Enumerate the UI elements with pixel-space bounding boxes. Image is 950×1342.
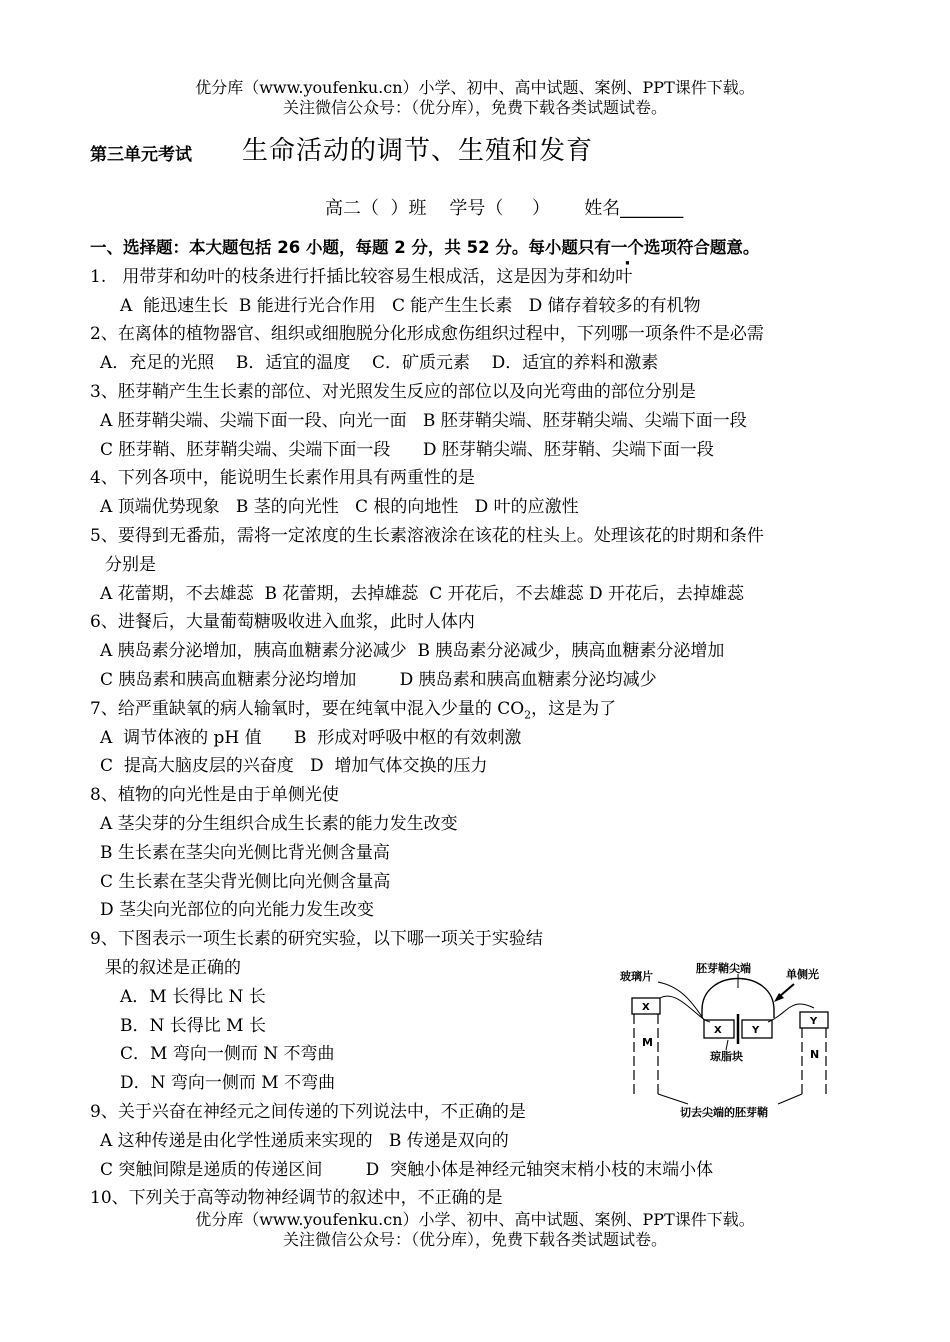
question-4: 4、下列各项中，能说明生长素作用具有两重性的是 xyxy=(90,468,475,489)
question-6-options-1: A 胰岛素分泌增加，胰高血糖素分泌减少 B 胰岛素分泌减少，胰高血糖素分泌增加 xyxy=(100,641,725,662)
question-9b-options-2: C 突触间隙是递质的传递区间 D 突触小体是神经元轴突末梢小枝的末端小体 xyxy=(100,1159,714,1180)
question-10: 10、下列关于高等动物神经调节的叙述中，不正确的是 xyxy=(90,1188,503,1209)
block-label-y-on-n: Y xyxy=(810,1016,818,1027)
question-9-option-a: A．M 长得比 N 长 xyxy=(120,986,266,1007)
label-tip: 胚芽鞘尖端 xyxy=(696,962,751,975)
question-8: 8、植物的向光性是由于单侧光使 xyxy=(90,785,339,806)
light-arrow-icon xyxy=(774,984,794,1002)
header-line-1: 优分库（www.youfenku.cn）小学、初中、高中试题、案例、PPT课件下载。 xyxy=(195,78,755,97)
page-title: 生命活动的调节、生殖和发育 xyxy=(242,136,594,166)
question-9-option-c: C．M 弯向一侧而 N 不弯曲 xyxy=(120,1044,335,1065)
question-1: 1. 用带芽和幼叶的枝条进行扦插比较容易生根成活，这是因为芽和幼叶 xyxy=(90,266,633,287)
question-5-options: A 花蕾期，不去雄蕊 B 花蕾期，去掉雄蕊 C 开花后，不去雄蕊 D 开花后，去掉雄蕊 xyxy=(100,583,745,604)
label-glass: 玻璃片 xyxy=(620,970,653,983)
title-row xyxy=(90,130,890,170)
question-9-option-d: D．N 弯向一侧而 M 不弯曲 xyxy=(120,1073,336,1094)
page-footer xyxy=(0,1210,950,1250)
section-heading xyxy=(90,234,890,263)
section-heading-emphasis: 一个 xyxy=(610,238,644,257)
question-7-text-a: 7、给严重缺氧的病人输氧时，要在纯氧中混入少量的 CO xyxy=(90,698,525,719)
question-3: 3、胚芽鞘产生生长素的部位、对光照发生反应的部位以及向光弯曲的部位分别是 xyxy=(90,381,696,402)
question-5: 5、要得到无番茄，需将一定浓度的生长素溶液涂在该花的柱头上。处理该花的时期和条件 xyxy=(90,525,764,546)
label-cut-coleoptile: 切去尖端的胚芽鞘 xyxy=(680,1106,768,1118)
question-7-options-1: A 调节体液的 pH 值 B 形成对呼吸中枢的有效刺激 xyxy=(100,727,522,748)
question-8-option-b: B 生长素在茎尖向光侧比背光侧含量高 xyxy=(100,842,390,863)
co2-subscript: 2 xyxy=(524,708,532,722)
footer-line-2: 关注微信公众号：（优分库），免费下载各类试题试卷。 xyxy=(282,1230,667,1249)
question-9: 9、下图表示一项生长素的研究实验，以下哪一项关于实验结 xyxy=(90,929,543,950)
footer-line-1: 优分库（www.youfenku.cn）小学、初中、高中试题、案例、PPT课件下载。 xyxy=(195,1210,755,1229)
question-7-options-2: C 提高大脑皮层的兴奋度 D 增加气体交换的压力 xyxy=(100,756,488,777)
label-m: M xyxy=(642,1036,653,1049)
section-heading-part-b: 选项符合题意。 xyxy=(643,238,760,257)
question-1-options: A 能迅速生长 B 能进行光合作用 C 能产生生长素 D 储存着较多的有机物 xyxy=(120,295,701,316)
question-3-options-1: A 胚芽鞘尖端、尖端下面一段、向光一面 B 胚芽鞘尖端、胚芽鞘尖端、尖端下面一段 xyxy=(100,410,747,431)
student-info-line: 高二（ ）班 学号（ ） 姓名_______ xyxy=(325,198,684,219)
question-7 xyxy=(90,695,890,724)
question-9-continued: 果的叙述是正确的 xyxy=(105,957,241,978)
question-8-option-d: D 茎尖向光部位的向光能力发生改变 xyxy=(100,900,375,921)
question-4-options: A 顶端优势现象 B 茎的向光性 C 根的向地性 D 叶的应激性 xyxy=(100,497,579,518)
coleoptile-m xyxy=(632,998,660,1098)
question-8-option-c: C 生长素在茎尖背光侧比向光侧含量高 xyxy=(100,871,391,892)
question-9b-options-1: A 这种传递是由化学性递质来实现的 B 传递是双向的 xyxy=(100,1130,509,1151)
block-label-x-on-m: X xyxy=(642,1002,650,1013)
question-8-option-a: A 茎尖芽的分生组织合成生长素的能力发生改变 xyxy=(100,813,458,834)
block-label-y: Y xyxy=(752,1025,760,1036)
unit-label: 第三单元考试 xyxy=(90,145,192,165)
coleoptile-n xyxy=(800,1012,828,1098)
question-5-continued: 分别是 xyxy=(105,554,156,575)
coleoptile-experiment-figure xyxy=(618,958,850,1118)
question-2: 2、在离体的植物器官、组织或细胞脱分化形成愈伤组织过程中，下列哪一项条件不是必需 xyxy=(90,324,764,345)
label-n: N xyxy=(810,1048,820,1061)
label-light: 单侧光 xyxy=(786,968,819,981)
header-line-2: 关注微信公众号：（优分库），免费下载各类试题试卷。 xyxy=(282,98,667,117)
question-9-option-b: B．N 长得比 M 长 xyxy=(120,1015,266,1036)
question-9b: 9、关于兴奋在神经元之间传递的下列说法中，不正确的是 xyxy=(90,1101,526,1122)
block-label-x: X xyxy=(714,1025,722,1036)
question-6: 6、进餐后，大量葡萄糖吸收进入血浆，此时人体内 xyxy=(90,612,475,633)
question-7-text-b: ，这是为了 xyxy=(531,698,617,719)
label-agar: 琼脂块 xyxy=(710,1050,743,1063)
page-header xyxy=(0,78,950,118)
question-3-options-2: C 胚芽鞘、胚芽鞘尖端、尖端下面一段 D 胚芽鞘尖端、胚芽鞘、尖端下面一段 xyxy=(100,439,714,460)
question-6-options-2: C 胰岛素和胰高血糖素分泌均增加 D 胰岛素和胰高血糖素分泌均减少 xyxy=(100,669,657,690)
section-heading-part-a: 一、选择题：本大题包括 26 小题，每题 2 分，共 52 分。每小题只有 xyxy=(90,238,611,257)
question-2-options: A．充足的光照 B．适宜的温度 C．矿质元素 D．适宜的养料和激素 xyxy=(100,353,659,374)
